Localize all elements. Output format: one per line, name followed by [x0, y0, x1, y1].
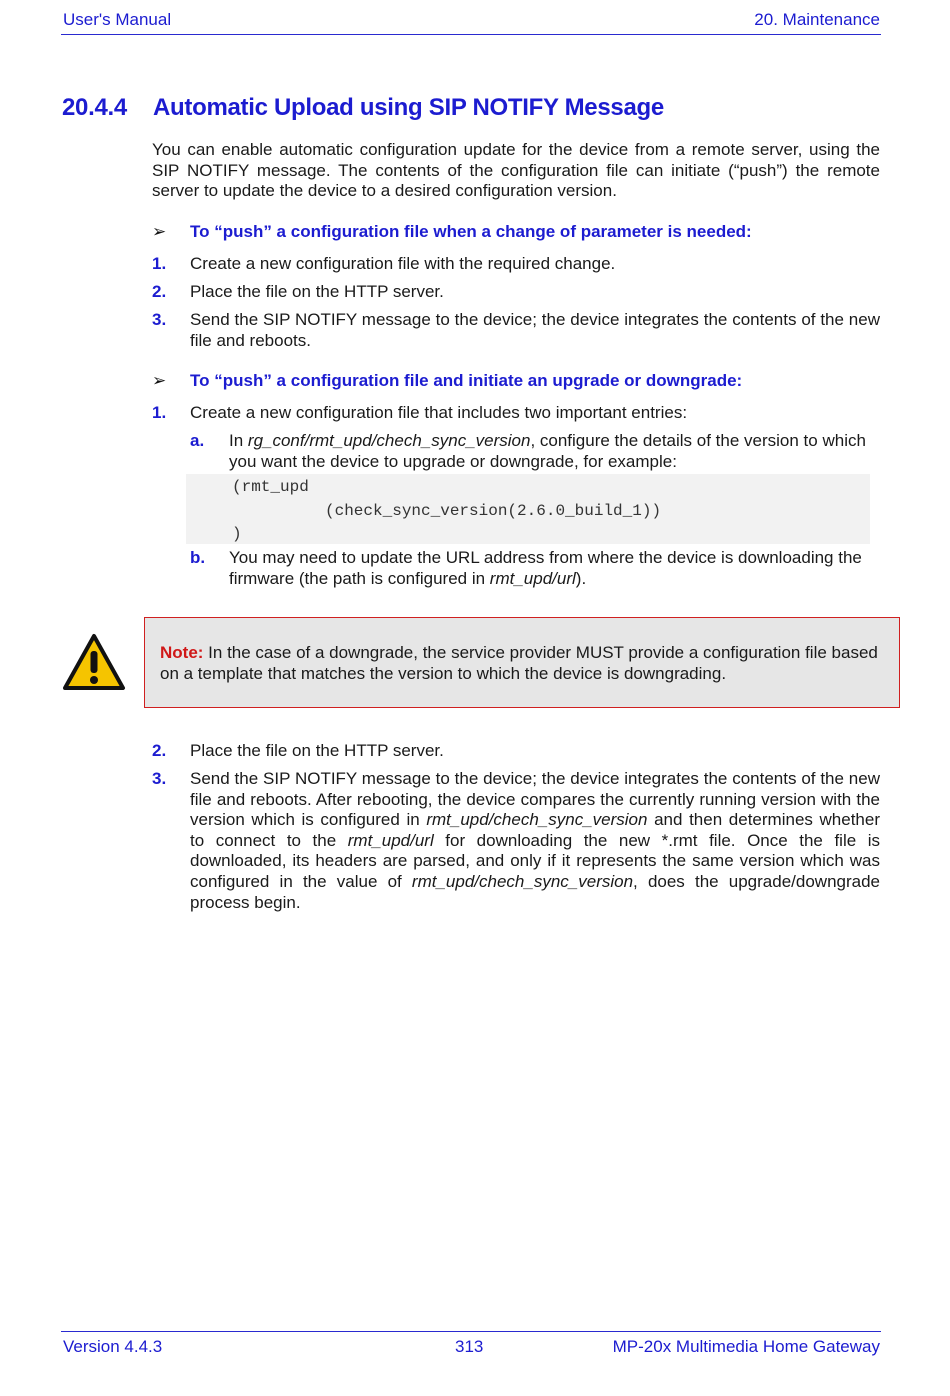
step-text: Place the file on the HTTP server.	[190, 741, 444, 760]
substep-letter: a.	[190, 431, 205, 450]
procedure-2-step-3	[152, 769, 880, 913]
code-line-1: (rmt_upd	[232, 478, 309, 496]
procedure-2-substep-b	[190, 548, 880, 589]
intro-paragraph: You can enable automatic configuration update for the device from a remote server, using the SIP NOTIFY message. The contents of the configuration file can initiate (“push”) the remote server to update the device to a desired configuration version.	[152, 140, 880, 201]
header-chapter-title: 20. Maintenance	[754, 10, 880, 29]
step-text: Send the SIP NOTIFY message to the device; the device integrates the contents of the new file and reboots.	[190, 310, 880, 350]
procedure-1-step-3	[152, 310, 880, 351]
code-line-2: (check_sync_version(2.6.0_build_1))	[325, 502, 662, 520]
procedure-2-title-text: To “push” a configuration file and initiate an upgrade or downgrade:	[190, 371, 743, 390]
procedure-2-substep-a	[190, 431, 880, 472]
procedure-1-step-1	[152, 254, 880, 275]
step-text: Send the SIP NOTIFY message to the device; the device integrates the contents of the new file and reboots. After rebooting, the device compares the currently running version with the version which is configured in rmt_upd/chech_sync_version and then determines whether to connect to the rmt_upd/url for downloading the new *.rmt file. Once the file is downloaded, its headers are parsed, and only if it represents the same version which was configured in the value of rmt_upd/chech_sync_version, does the upgrade/downgrade process begin.	[190, 769, 881, 912]
step-text: Place the file on the HTTP server.	[190, 282, 444, 301]
arrow-bullet-icon: ➢	[152, 371, 167, 390]
substep-text: In rg_conf/rmt_upd/chech_sync_version, configure the details of the version to which you want the device to upgrade or downgrade, for example:	[229, 431, 866, 471]
procedure-1-title-text: To “push” a configuration file when a change of parameter is needed:	[190, 222, 752, 241]
note-label: Note:	[160, 643, 204, 662]
step-number: 2.	[152, 282, 167, 301]
config-path: rmt_upd/chech_sync_version	[426, 810, 648, 830]
note-box	[144, 617, 900, 708]
substep-text: You may need to update the URL address from where the device is downloading the firmware (the path is configured in rmt_upd/url).	[229, 548, 862, 588]
step-number: 3.	[152, 310, 167, 329]
page-header	[61, 8, 881, 35]
procedure-2-title	[152, 371, 742, 391]
config-path: rmt_upd/chech_sync_version	[411, 871, 634, 891]
footer-product-name: MP-20x Multimedia Home Gateway	[612, 1337, 880, 1356]
step-number: 3.	[152, 769, 167, 788]
page-footer	[61, 1331, 881, 1360]
config-path: rg_conf/rmt_upd/chech_sync_version	[247, 431, 531, 450]
substep-letter: b.	[190, 548, 206, 567]
config-path: rmt_upd/url	[347, 830, 434, 850]
warning-icon	[62, 633, 126, 691]
procedure-2-step-1	[152, 403, 880, 424]
procedure-1-title	[152, 222, 752, 242]
procedure-1-step-2	[152, 282, 880, 303]
section-heading	[62, 94, 664, 122]
header-manual-title: User's Manual	[63, 10, 172, 29]
code-example	[186, 474, 870, 544]
step-number: 1.	[152, 254, 167, 273]
step-number: 2.	[152, 741, 167, 760]
footer-page-number: 313	[455, 1337, 484, 1356]
config-path: rmt_upd/url	[489, 568, 576, 588]
step-text: Create a new configuration file that includes two important entries:	[190, 403, 688, 422]
footer-version: Version 4.4.3	[63, 1337, 163, 1356]
step-number: 1.	[152, 403, 167, 422]
code-line-3: )	[232, 525, 242, 543]
procedure-2-step-2	[152, 741, 880, 762]
note-text: Note: In the case of a downgrade, the service provider MUST provide a configuration file based on a template that matches the version to which the device is downgrading.	[160, 643, 878, 683]
section-number: 20.4.4	[62, 94, 127, 121]
section-title: Automatic Upload using SIP NOTIFY Message	[153, 94, 664, 121]
step-text: Create a new configuration file with the required change.	[190, 254, 616, 273]
arrow-bullet-icon: ➢	[152, 222, 167, 241]
